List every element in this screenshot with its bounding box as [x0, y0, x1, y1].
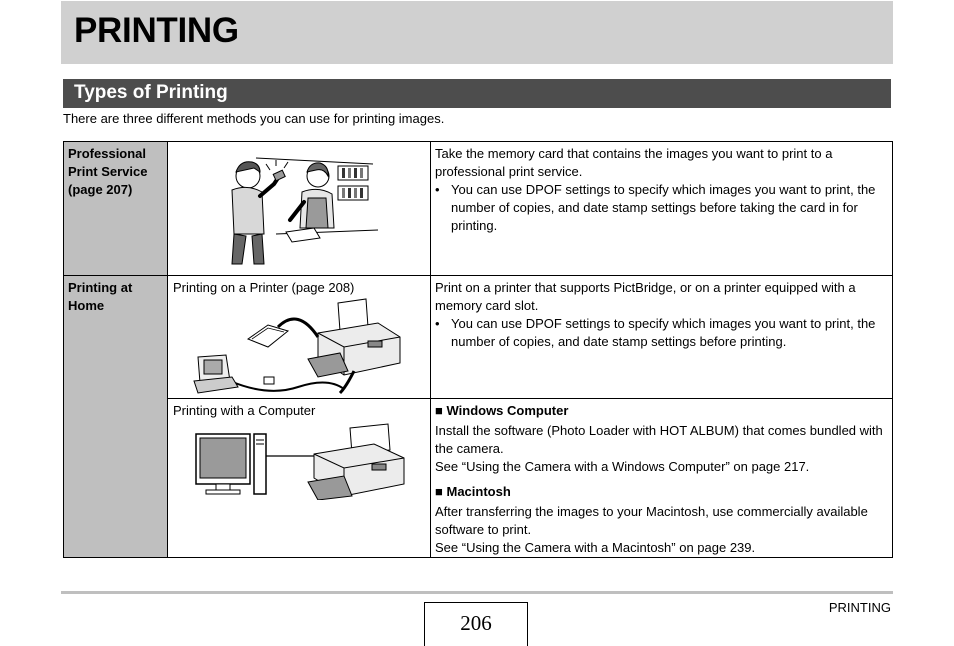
bullet-text: You can use DPOF settings to specify which images you want to print, the number of copies, and date stamp settings before taking the card in for printing.	[451, 182, 876, 233]
print-shop-illustration-icon	[168, 142, 430, 274]
mac-heading: ■ Macintosh	[435, 484, 511, 499]
description-cell	[431, 142, 893, 276]
windows-reference: See “Using the Camera with a Windows Computer” on page 217.	[435, 459, 810, 474]
media-caption: Printing with a Computer	[173, 403, 316, 418]
table-row	[64, 276, 893, 399]
footer-chapter-label: PRINTING	[828, 600, 891, 615]
table-row	[64, 399, 893, 558]
square-bullet-icon: ■	[435, 484, 443, 499]
page-number-box	[424, 602, 528, 646]
page-title: PRINTING	[74, 11, 239, 50]
description-cell	[431, 276, 893, 399]
row-description: Print on a printer that supports PictBridge, or on a printer equipped with a memory card slot.	[435, 280, 856, 313]
printer-computer-illustration-icon	[168, 420, 430, 500]
bullet-text: You can use DPOF settings to specify which images you want to print, the number of copies, and date stamp settings before printing.	[451, 316, 876, 349]
windows-text: Install the software (Photo Loader with HOT ALBUM) that comes bundled with the camera.	[435, 423, 883, 456]
printer-camera-illustration-icon	[168, 297, 430, 397]
bullet-icon: •	[435, 316, 440, 331]
square-bullet-icon: ■	[435, 403, 443, 418]
section-title: Types of Printing	[74, 82, 228, 103]
page-number: 206	[460, 611, 492, 635]
media-caption: Printing on a Printer (page 208)	[173, 280, 355, 295]
section-bar	[63, 79, 891, 108]
footer-rule	[61, 591, 893, 594]
mac-reference: See “Using the Camera with a Macintosh” on page 239.	[435, 540, 756, 555]
printing-methods-table	[63, 141, 893, 558]
media-cell	[168, 142, 431, 276]
intro-text: There are three different methods you can use for printing images.	[63, 111, 445, 126]
media-cell	[168, 399, 431, 558]
row-description: Take the memory card that contains the images you want to print to a professional print service.	[435, 146, 833, 179]
mac-text: After transferring the images to your Macintosh, use commercially available software to print.	[435, 504, 868, 537]
table-row	[64, 142, 893, 276]
row-label: Professional Print Service (page 207)	[64, 142, 168, 276]
media-cell	[168, 276, 431, 399]
page-header	[61, 1, 893, 64]
bullet-icon: •	[435, 182, 440, 197]
description-cell	[431, 399, 893, 558]
bullet-item	[435, 181, 887, 235]
bullet-item	[435, 315, 887, 351]
row-label: Printing at Home	[64, 276, 168, 558]
windows-heading: ■ Windows Computer	[435, 403, 569, 418]
